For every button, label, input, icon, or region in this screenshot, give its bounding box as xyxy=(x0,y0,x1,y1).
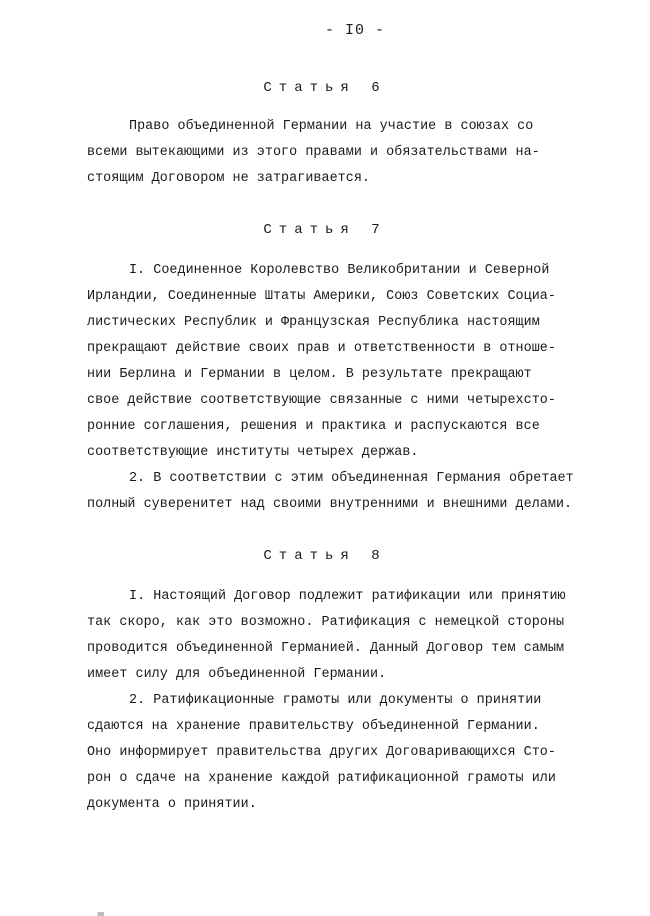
article-8-line-4: имеет силу для объединенной Германии. xyxy=(87,667,387,682)
scan-edge-mark xyxy=(0,912,650,916)
article-7-line-4: прекращают действие своих прав и ответственности в отноше- xyxy=(87,341,556,356)
article-8-line-9: документа о принятии. xyxy=(87,797,257,812)
article-8-line-2: так скоро, как это возможно. Ратификация с немецкой стороны xyxy=(87,615,565,630)
article-8-heading: Статья 8 xyxy=(263,548,387,564)
article-8-line-3: проводится объединенной Германией. Данный Договор тем самым xyxy=(87,641,565,656)
article-7-line-8: соответствующие институты четырех держав. xyxy=(87,445,419,460)
article-6-line-2: всеми вытекающими из этого правами и обязательствами на- xyxy=(87,145,540,160)
article-7-line-1: I. Соединенное Королевство Великобритании и Северной xyxy=(129,263,550,278)
article-8-line-5: 2. Ратификационные грамоты или документы о принятии xyxy=(129,693,542,708)
article-7-line-3: листических Республик и Французская Республика настоящим xyxy=(87,315,540,330)
article-6-heading: Статья 6 xyxy=(263,80,387,96)
article-7-line-7: ронние соглашения, решения и практика и распускаются все xyxy=(87,419,540,434)
article-7-line-10: полный суверенитет над своими внутренними и внешними делами. xyxy=(87,497,573,512)
article-7-line-5: нии Берлина и Германии в целом. В результате прекращают xyxy=(87,367,532,382)
article-8-line-8: рон о сдаче на хранение каждой ратификационной грамоты или xyxy=(87,771,556,786)
article-8-line-7: Оно информирует правительства других Договаривающихся Сто- xyxy=(87,745,556,760)
article-8-line-1: I. Настоящий Договор подлежит ратификации или принятию xyxy=(129,589,566,604)
article-7-heading: Статья 7 xyxy=(263,222,387,238)
article-7-line-2: Ирландии, Соединенные Штаты Америки, Союз Советских Социа- xyxy=(87,289,556,304)
article-6-line-1: Право объединенной Германии на участие в союзах со xyxy=(129,119,534,134)
article-8-line-6: сдаются на хранение правительству объединенной Германии. xyxy=(87,719,540,734)
article-6-line-3: стоящим Договором не затрагивается. xyxy=(87,171,370,186)
article-7-line-6: свое действие соответствующие связанные с ними четырехсто- xyxy=(87,393,556,408)
page-number: - I0 - xyxy=(324,22,385,39)
article-7-line-9: 2. В соответствии с этим объединенная Германия обретает xyxy=(129,471,574,486)
